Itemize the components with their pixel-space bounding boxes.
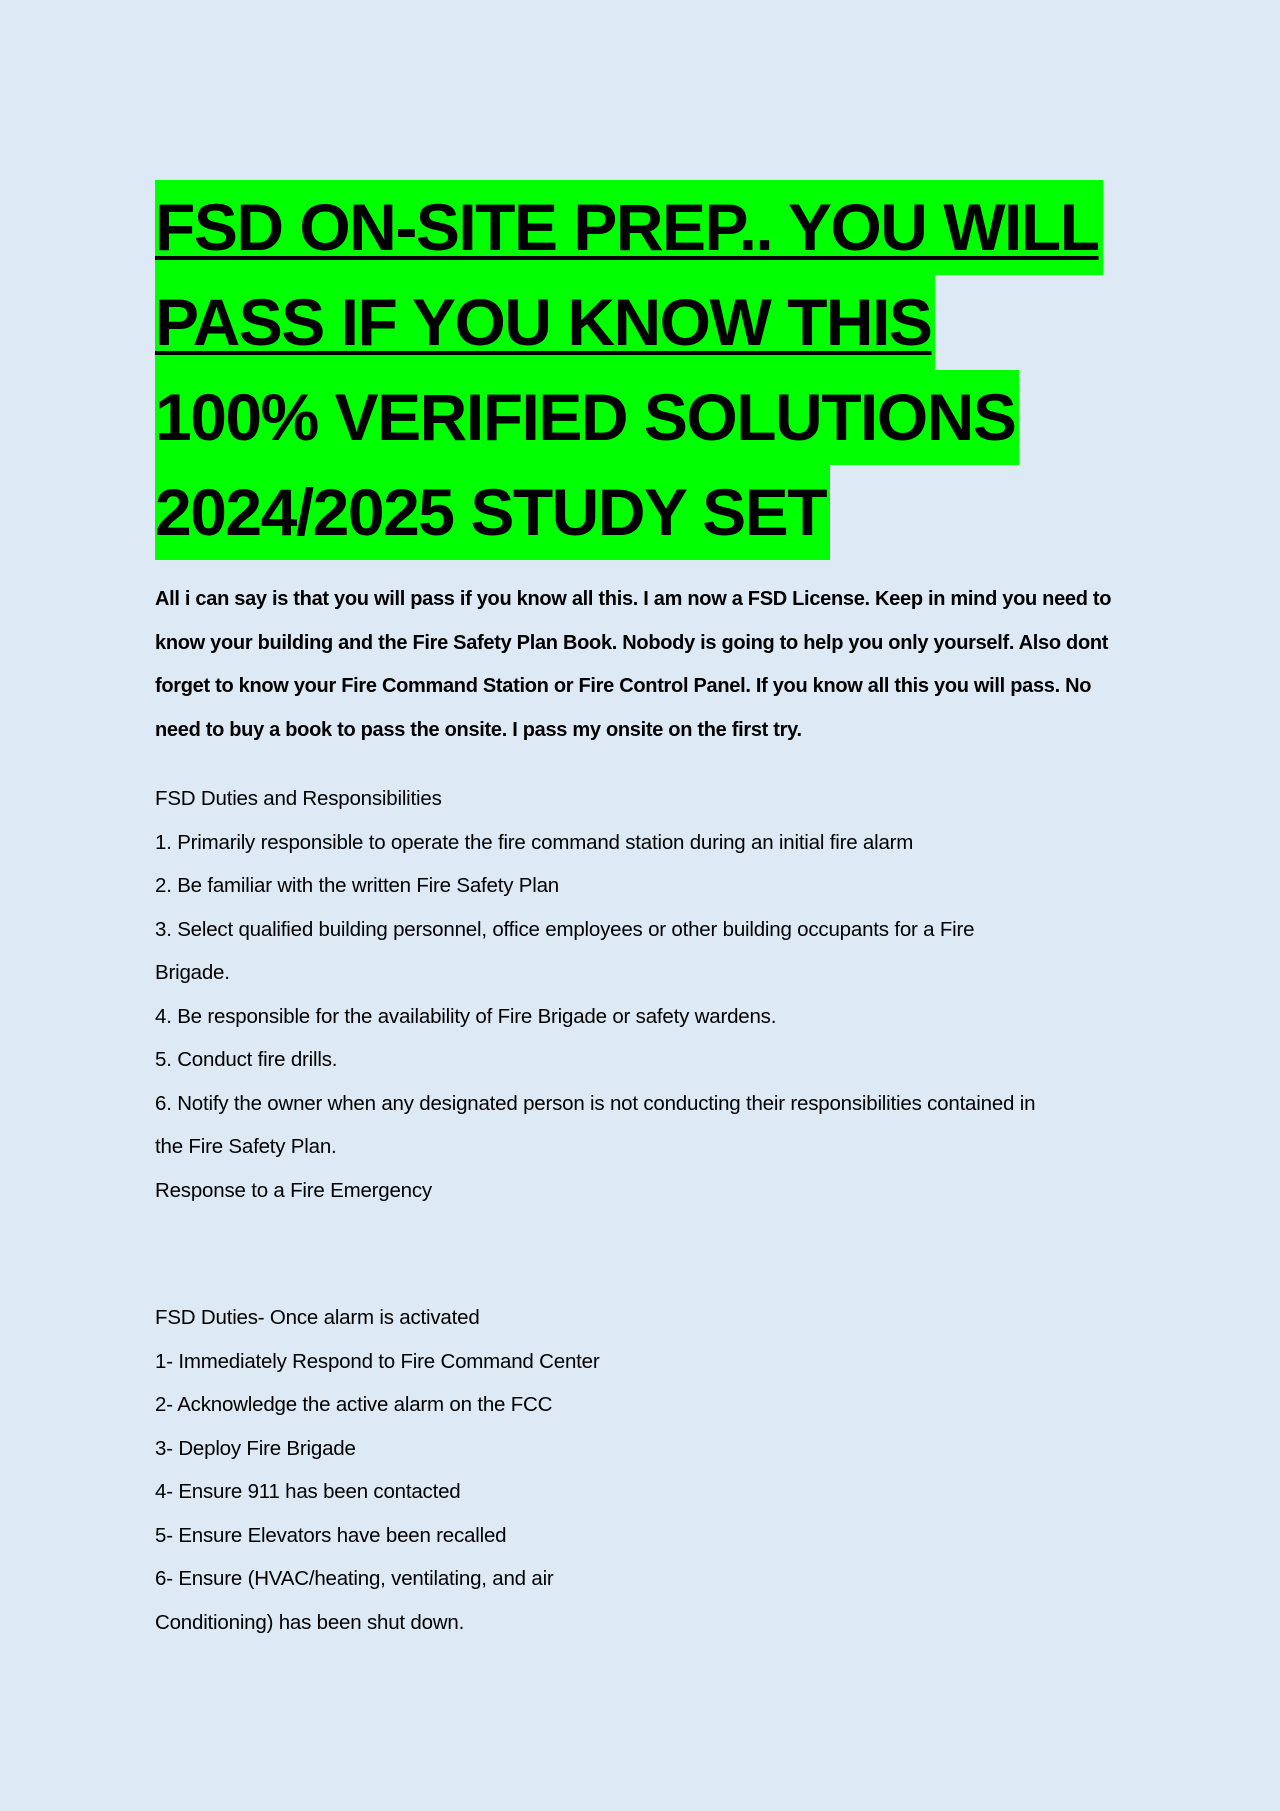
section2-item: 6- Ensure (HVAC/heating, ventilating, and air (155, 1567, 554, 1590)
section1-subheading: Response to a Fire Emergency (155, 1178, 432, 1202)
section2-item: Conditioning) has been shut down. (155, 1610, 465, 1634)
title-line-3 (155, 370, 1155, 465)
section1-item: Brigade. (155, 961, 230, 984)
section2-item: 3- Deploy Fire Brigade (155, 1436, 356, 1460)
section1-item: 3. Select qualified building personnel, office employees or other building occupants for a Fire (155, 917, 975, 941)
section2-item: 1- Immediately Respond to Fire Command Center (155, 1349, 600, 1373)
title-line-3-text: 100% VERIFIED SOLUTIONS (155, 370, 1019, 465)
section1-item: 5. Conduct fire drills. (155, 1048, 338, 1071)
document-title (155, 180, 1155, 560)
section2-item: 2- Acknowledge the active alarm on the FCC (155, 1393, 553, 1416)
section1-item: 4. Be responsible for the availability of Fire Brigade or safety wardens. (155, 1004, 777, 1028)
title-line-4 (155, 465, 1155, 560)
title-line-1-text: FSD ON-SITE PREP.. YOU WILL (155, 180, 1103, 275)
section1-item: 2. Be familiar with the written Fire Safety Plan (155, 874, 559, 897)
fsd-duties-alarm-activated (155, 1296, 1145, 1644)
section2-item: 4- Ensure 911 has been contacted (155, 1480, 461, 1503)
section2-item: 5- Ensure Elevators have been recalled (155, 1523, 507, 1547)
section1-heading: FSD Duties and Responsibilities (155, 787, 442, 810)
section1-item: the Fire Safety Plan. (155, 1135, 337, 1158)
title-line-4-text: 2024/2025 STUDY SET (155, 465, 830, 560)
section1-item: 6. Notify the owner when any designated person is not conducting their responsibilities contained in (155, 1091, 1036, 1115)
title-line-2 (155, 275, 1155, 370)
intro-paragraph: All i can say is that you will pass if you know all this. I am now a FSD License. Keep in mind you need to know your building and the Fire Safety Plan Book. Nobody is going to help you only yourself. Also dont forget to know your Fire Command Station or Fire Control Panel. If you know all this you will pass. No need to buy a book to pass the onsite. I pass my onsite on the first try. (155, 588, 1112, 741)
section2-heading: FSD Duties- Once alarm is activated (155, 1306, 480, 1329)
title-line-2-text: PASS IF YOU KNOW THIS (155, 275, 935, 370)
title-line-1 (155, 180, 1155, 275)
fsd-duties-responsibilities (155, 777, 1145, 1212)
section1-item: 1. Primarily responsible to operate the fire command station during an initial fire alarm (155, 830, 914, 854)
